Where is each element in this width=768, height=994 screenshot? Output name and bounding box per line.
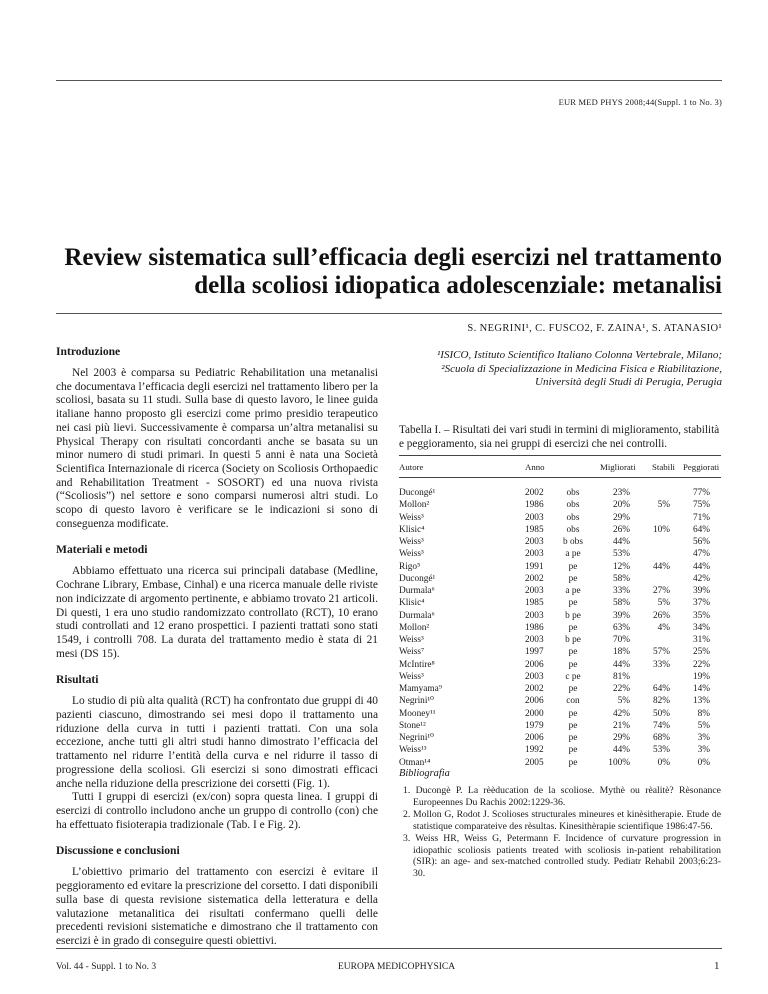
cell-anno: 1985 xyxy=(525,524,544,535)
cell-peggiorati: 19% xyxy=(692,671,710,682)
cell-tipo: pe xyxy=(568,659,578,670)
cell-migliorati: 21% xyxy=(612,720,630,731)
cell-autore: Ducongé¹ xyxy=(399,488,436,498)
cell-migliorati: 70% xyxy=(612,635,630,645)
affiliation-line-2: ²Scuola di Specializzazione in Medicina Fisica e Riabilitazione, xyxy=(441,362,722,375)
cell-autore: Weiss³ xyxy=(399,549,424,560)
cell-stabili: 82% xyxy=(652,696,670,707)
cell-peggiorati: 34% xyxy=(692,622,710,633)
bibliography-item: 1. Ducongè P. La rèèducation de la scoliose. Mythè ou rèalitè? Rèsonance Europeennes Du Rachis 2002:1229-36. xyxy=(403,785,721,808)
cell-tipo: obs xyxy=(566,512,580,523)
column-peggiorati xyxy=(683,487,710,769)
cell-autore: Durmala⁶ xyxy=(399,610,435,621)
cell-tipo: b obs xyxy=(563,537,583,547)
table-caption: Tabella I. – Risultati dei vari studi in termini di miglioramento, stabilità e peggioramento, sia nei gruppi di esercizi che nei controlli. xyxy=(399,424,720,450)
article-title xyxy=(56,244,722,300)
cell-autore: Mollon² xyxy=(399,622,430,633)
cell-anno: 1986 xyxy=(525,622,544,633)
affiliation-line-3: Università degli Studi di Perugia, Perugia xyxy=(535,376,722,389)
cell-anno: 2003 xyxy=(525,512,544,523)
table-header-rule xyxy=(399,477,721,478)
cell-anno: 2003 xyxy=(525,586,544,596)
cell-anno: 2000 xyxy=(525,708,544,719)
cell-tipo: pe xyxy=(568,598,578,609)
cell-peggiorati: 56% xyxy=(692,537,710,547)
cell-peggiorati: 5% xyxy=(697,720,710,731)
bibliography-list xyxy=(399,785,721,880)
discussion-paragraph: L’obiettivo primario del trattamento con esercizi è evitare il peggioramento ed evitare la prescrizione del corsetto. I dati disponibili sulla base di questa revisione sistematica della letteratura e della valutazione metanalitica dei risultati confermano quelli delle precedenti revisioni sistematiche e dimostrano che il trattamento con esercizi è in grado di conseguire questi obiettivi. xyxy=(56,866,378,947)
cell-tipo: pe xyxy=(568,745,578,756)
cell-stabili: 33% xyxy=(652,659,670,670)
cell-anno: 1985 xyxy=(525,598,544,609)
page-number: 1 xyxy=(714,960,720,972)
cell-tipo: obs xyxy=(566,500,580,511)
cell-autore: Weiss³ xyxy=(399,671,424,682)
cell-autore: Ducongé¹ xyxy=(399,573,436,584)
cell-migliorati: 81% xyxy=(612,671,630,682)
cell-autore: Stone¹² xyxy=(399,720,426,731)
footer-volume: Vol. 44 - Suppl. 1 to No. 3 xyxy=(56,962,157,972)
cell-autore: Rigo⁵ xyxy=(399,561,421,572)
cell-stabili xyxy=(644,548,670,560)
cell-tipo: obs xyxy=(566,488,580,498)
cell-tipo: pe xyxy=(568,733,578,743)
bibliography-item: 3. Weiss HR, Weiss G, Petermann F. Incidence of curvature progression in idiopathic scoliosis patients treated with scoliosis in-patient rehabilitation (SIR): an age- and sex-matched controlled study. Pediatr Rehabil 2003;6:23-30. xyxy=(403,832,721,880)
cell-migliorati: 33% xyxy=(612,586,630,596)
column-autore xyxy=(399,487,509,769)
title-rule xyxy=(56,313,722,314)
cell-stabili: 74% xyxy=(652,720,670,731)
cell-stabili: 50% xyxy=(652,708,670,719)
cell-autore: Mollon² xyxy=(399,500,430,511)
cell-stabili xyxy=(644,487,670,499)
cell-stabili: 10% xyxy=(652,524,670,535)
cell-migliorati: 39% xyxy=(612,610,630,621)
cell-autore: Weiss¹³ xyxy=(399,745,427,756)
cell-stabili: 68% xyxy=(652,733,670,743)
methods-heading: Materiali e metodi xyxy=(56,543,148,557)
cell-tipo: pe xyxy=(568,573,578,584)
cell-stabili xyxy=(644,573,670,585)
cell-migliorati: 26% xyxy=(612,524,630,535)
cell-migliorati: 42% xyxy=(612,708,630,719)
cell-peggiorati: 42% xyxy=(692,573,710,584)
cell-anno: 2005 xyxy=(525,757,544,768)
cell-migliorati: 18% xyxy=(612,647,630,658)
cell-stabili: 27% xyxy=(652,586,670,596)
cell-autore: Weiss³ xyxy=(399,512,424,523)
cell-peggiorati: 37% xyxy=(692,598,710,609)
cell-tipo: a pe xyxy=(565,549,581,560)
cell-peggiorati: 3% xyxy=(697,733,710,743)
cell-peggiorati: 22% xyxy=(692,659,710,670)
cell-anno: 2003 xyxy=(525,671,544,682)
cell-peggiorati: 25% xyxy=(692,647,710,658)
cell-peggiorati: 64% xyxy=(692,524,710,535)
cell-anno: 2003 xyxy=(525,610,544,621)
cell-migliorati: 23% xyxy=(612,488,630,498)
cell-tipo: b pe xyxy=(565,610,581,621)
header-anno: Anno xyxy=(525,462,545,472)
results-heading: Risultati xyxy=(56,673,99,687)
cell-stabili: 4% xyxy=(657,622,670,633)
cell-autore: Mamyama⁹ xyxy=(399,684,442,694)
cell-anno: 2002 xyxy=(525,488,544,498)
title-line-1: Review sistematica sull’efficacia degli esercizi nel trattamento xyxy=(64,244,722,271)
header-migliorati: Migliorati xyxy=(600,462,636,472)
cell-tipo: pe xyxy=(568,757,578,768)
cell-anno: 2003 xyxy=(525,537,544,547)
cell-autore: Weiss⁷ xyxy=(399,647,425,658)
title-line-2: della scoliosi idiopatica adolescenziale: metanalisi xyxy=(194,272,722,299)
cell-stabili: 53% xyxy=(652,745,670,756)
cell-autore: McIntire⁸ xyxy=(399,659,435,670)
cell-tipo: a pe xyxy=(565,586,581,596)
bibliography-heading: Bibliografia xyxy=(399,768,450,779)
cell-tipo: pe xyxy=(568,720,578,731)
cell-autore: Otman¹⁴ xyxy=(399,757,431,768)
cell-anno: 1986 xyxy=(525,500,544,511)
cell-peggiorati: 35% xyxy=(692,610,710,621)
column-anno xyxy=(525,487,555,769)
cell-peggiorati: 3% xyxy=(697,745,710,756)
cell-peggiorati: 8% xyxy=(697,708,710,719)
cell-tipo: b pe xyxy=(565,635,581,645)
cell-peggiorati: 39% xyxy=(692,586,710,596)
cell-migliorati: 5% xyxy=(617,696,630,707)
header-peggiorati: Peggiorati xyxy=(683,462,720,472)
methods-paragraph: Abbiamo effettuato una ricerca sui principali database (Medline, Cochrane Library, Embase, Cinhal) e una ricerca manuale delle riviste non indicizzate di argomento pertinente, e abbiamo trovato 21 articoli. Di questi, 1 era uno studio randomizzato controllato (RCT), 10 erano studi controllati and 12 erano prospettici. I pazienti trattati sono stati 1549, i controlli 708. La durata del trattamento medio è stata di 21 mesi (DS 15). xyxy=(56,565,378,660)
cell-migliorati: 12% xyxy=(612,561,630,572)
footer-rule xyxy=(56,948,722,949)
cell-anno: 2002 xyxy=(525,573,544,584)
cell-anno: 1992 xyxy=(525,745,544,756)
header-autore: Autore xyxy=(399,462,424,472)
cell-autore: Mooney¹¹ xyxy=(399,708,436,719)
cell-anno: 2006 xyxy=(525,733,544,743)
cell-tipo: pe xyxy=(568,561,578,572)
cell-stabili: 26% xyxy=(652,610,670,621)
cell-stabili: 5% xyxy=(657,500,670,511)
intro-heading: Introduzione xyxy=(56,345,121,358)
column-tipo xyxy=(555,487,591,769)
cell-anno: 1979 xyxy=(525,720,544,731)
cell-stabili xyxy=(644,536,670,548)
cell-autore: Durmala⁶ xyxy=(399,586,435,596)
bibliography-item: 2. Mollon G, Rodot J. Scolioses structurales mineures et kinèsitherapie. Etude de statistique comparateive des rèsultas. Kinesithèrapie scientifique 1986:47-56. xyxy=(403,808,721,832)
table-top-rule xyxy=(399,455,721,456)
cell-peggiorati: 71% xyxy=(692,512,710,523)
cell-peggiorati: 14% xyxy=(692,684,710,694)
authors: S. NEGRINI¹, C. FUSCO2, F. ZAINA¹, S. ATANASIO¹ xyxy=(467,323,722,334)
cell-tipo: con xyxy=(566,696,580,707)
cell-autore: Negrini¹⁰ xyxy=(399,696,434,707)
column-stabili xyxy=(644,487,670,769)
cell-tipo: pe xyxy=(568,708,578,719)
cell-anno: 1997 xyxy=(525,647,544,658)
cell-anno: 2003 xyxy=(525,635,544,645)
header-stabili: Stabili xyxy=(652,462,675,472)
cell-migliorati: 44% xyxy=(612,537,630,547)
cell-migliorati: 20% xyxy=(612,500,630,511)
cell-migliorati: 100% xyxy=(608,757,630,768)
cell-stabili xyxy=(644,671,670,683)
cell-migliorati: 53% xyxy=(612,549,630,560)
cell-stabili xyxy=(644,634,670,646)
cell-migliorati: 63% xyxy=(612,622,630,633)
affiliations xyxy=(362,349,722,390)
cell-peggiorati: 44% xyxy=(692,561,710,572)
cell-migliorati: 29% xyxy=(612,512,630,523)
cell-stabili xyxy=(644,512,670,524)
results-paragraph-1: Lo studio di più alta qualità (RCT) ha confrontato due gruppi di 40 pazienti ciascuno, dimostrando sei mesi dopo il trattamento una riduzione della curva in tutti i pazienti trattati. Con una sola eccezione, anche tutti gli altri studi hanno dimostrato l’efficacia del trattamento nel ridurre l’entità della curva e nel ridurre il tasso di progressione della scoliosi. Gli esercizi si sono dimostrati efficaci anche nella riduzione della prescrizione dei corsetti (Fig. 1). xyxy=(56,695,378,790)
top-rule xyxy=(56,80,722,81)
column-migliorati xyxy=(596,487,630,769)
cell-anno: 1991 xyxy=(525,561,544,572)
cell-peggiorati: 47% xyxy=(692,549,710,560)
intro-paragraph: Nel 2003 è comparsa su Pediatric Rehabilitation una metanalisi che documentava l’efficacia degli esercizi nel trattamento libero per la scoliosi, basata su 11 studi. Sulla base di questo lavoro, le linee guida italiane hanno proposto gli esercizi come primo presidio terapeutico nei casi più lievi. Successivamente è comparsa un’altra metanalisi su Physical Therapy con risultati concordanti anche se basata su un minor numero di studi primari. In questi 5 anni è nata una Società Scientifica Internazionale di ricerca (Society on Scoliosis Orthopaedic and Rehabilitation Treatment - SOSORT) ed una nuova rivista (“Scoliosis”) nel settore e sono comparsi numerosi altri studi. Lo scopo di questo lavoro è verificare se le indicazioni si sono di conseguenza modificate. xyxy=(56,367,378,530)
cell-autore: Negrini¹⁰ xyxy=(399,733,434,743)
cell-anno: 2002 xyxy=(525,684,544,694)
cell-anno: 2006 xyxy=(525,659,544,670)
footer-journal: EUROPA MEDICOPHYSICA xyxy=(338,962,456,972)
cell-peggiorati: 77% xyxy=(692,488,710,498)
cell-tipo: pe xyxy=(568,622,578,633)
cell-migliorati: 44% xyxy=(612,745,630,756)
cell-migliorati: 58% xyxy=(612,598,630,609)
discussion-heading: Discussione e conclusioni xyxy=(56,844,180,858)
cell-migliorati: 44% xyxy=(612,659,630,670)
cell-stabili: 57% xyxy=(652,647,670,658)
cell-peggiorati: 31% xyxy=(692,635,710,645)
cell-anno: 2003 xyxy=(525,549,544,560)
cell-migliorati: 22% xyxy=(612,684,630,694)
cell-stabili: 44% xyxy=(652,561,670,572)
cell-peggiorati: 0% xyxy=(697,757,710,768)
journal-reference: EUR MED PHYS 2008;44(Suppl. 1 to No. 3) xyxy=(558,97,722,107)
results-paragraph-2: Tutti I gruppi di esercizi (ex/con) sopra questa linea. I gruppi di esercizi di controllo includono anche un gruppo di controllo (con) che ha effettuato fisioterapia tradizionale (Tab. I e Fig. 2). xyxy=(56,791,378,831)
cell-migliorati: 29% xyxy=(612,733,630,743)
cell-autore: Weiss³ xyxy=(399,635,424,645)
cell-autore: Klisic⁴ xyxy=(399,524,425,535)
cell-stabili: 5% xyxy=(657,598,670,609)
cell-stabili: 0% xyxy=(657,757,670,768)
cell-tipo: c pe xyxy=(565,671,581,682)
cell-peggiorati: 75% xyxy=(692,500,710,511)
cell-autore: Klisic⁴ xyxy=(399,598,425,609)
cell-tipo: obs xyxy=(566,524,580,535)
left-column xyxy=(56,345,378,949)
cell-autore: Weiss³ xyxy=(399,537,424,547)
cell-tipo: pe xyxy=(568,684,578,694)
affiliation-line-1: ¹ISICO, Istituto Scientifico Italiano Colonna Vertebrale, Milano; xyxy=(437,349,722,361)
cell-migliorati: 58% xyxy=(612,573,630,584)
cell-peggiorati: 13% xyxy=(692,696,710,707)
cell-anno: 2006 xyxy=(525,696,544,707)
cell-stabili: 64% xyxy=(652,684,670,694)
cell-tipo: pe xyxy=(568,647,578,658)
